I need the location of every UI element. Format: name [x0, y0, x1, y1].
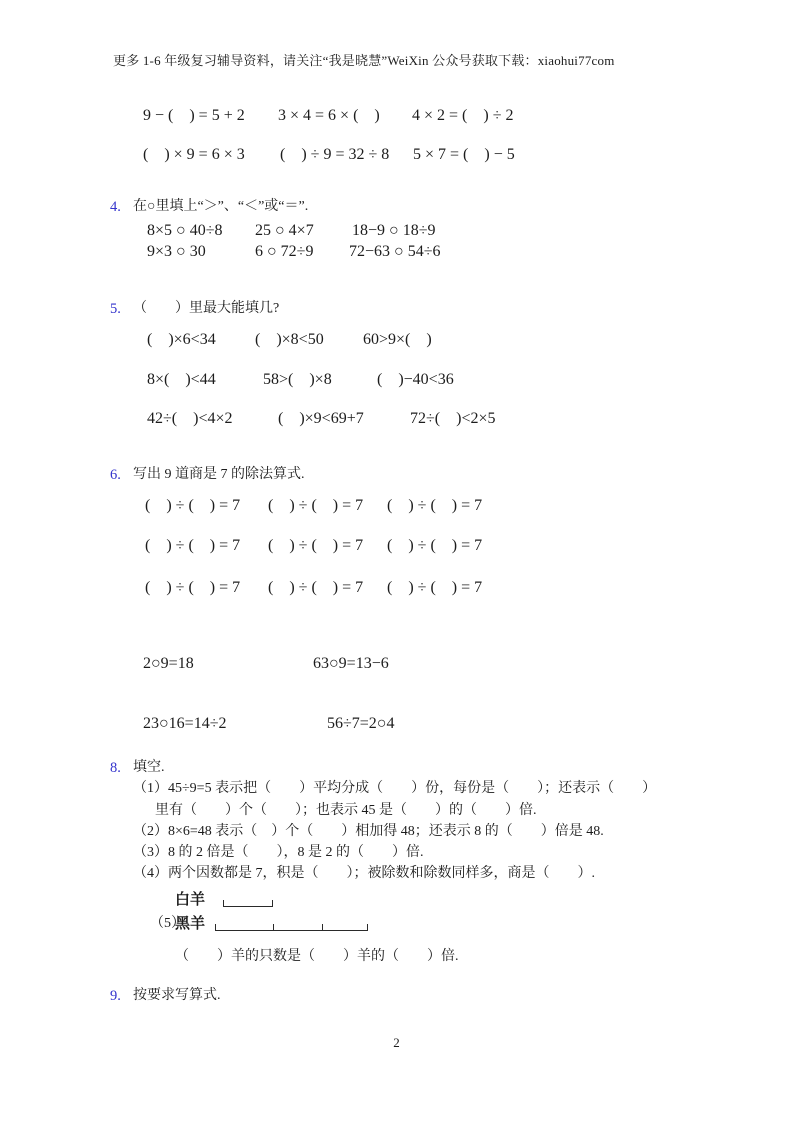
division-blank-cell: ( ) ÷ ( ) = 7 — [145, 497, 241, 514]
section-4-number: 4. — [110, 199, 121, 215]
section-8-title: 填空. — [133, 760, 165, 775]
section-8-number: 8. — [110, 760, 121, 776]
inequality-cell: 42÷( )<4×2 — [147, 410, 233, 427]
comparison-cell: 8×5 ○ 40÷8 — [147, 222, 223, 239]
segment-tick — [273, 924, 274, 930]
division-blank-cell: ( ) ÷ ( ) = 7 — [387, 497, 483, 514]
division-blank-cell: ( ) ÷ ( ) = 7 — [387, 537, 483, 554]
equation-cell: 5 × 7 = ( ) − 5 — [413, 146, 515, 163]
section-9-title: 按要求写算式. — [133, 988, 221, 1003]
division-blank-cell: ( ) ÷ ( ) = 7 — [268, 537, 364, 554]
division-blank-cell: ( ) ÷ ( ) = 7 — [145, 579, 241, 596]
comparison-cell: 6 ○ 72÷9 — [255, 243, 314, 260]
item-5-number: （5） — [150, 916, 185, 931]
division-blank-cell: ( ) ÷ ( ) = 7 — [268, 579, 364, 596]
comparison-cell: 72−63 ○ 54÷6 — [349, 243, 441, 260]
section-6-number: 6. — [110, 467, 121, 483]
black-sheep-segment-line — [215, 930, 368, 931]
circle-blank-cell: 63○9=13−6 — [313, 655, 389, 672]
equation-cell: ( ) × 9 = 6 × 3 — [143, 146, 245, 163]
inequality-cell: 72÷( )<2×5 — [410, 410, 496, 427]
inequality-cell: 60>9×( ) — [363, 331, 432, 348]
fill-blank-item-4: （4）两个因数都是 7，积是（ ）；被除数和除数同样多，商是（ ）. — [133, 866, 595, 881]
section-9-number: 9. — [110, 988, 121, 1004]
white-sheep-segment-line — [223, 906, 273, 907]
division-blank-cell: ( ) ÷ ( ) = 7 — [145, 537, 241, 554]
section-5-title: （ ）里最大能填几? — [133, 301, 280, 316]
comparison-cell: 25 ○ 4×7 — [255, 222, 314, 239]
section-6-title: 写出 9 道商是 7 的除法算式. — [133, 467, 305, 482]
comparison-cell: 9×3 ○ 30 — [147, 243, 206, 260]
inequality-cell: ( )×8<50 — [255, 331, 324, 348]
black-sheep-label: 黑羊 — [175, 915, 206, 932]
inequality-cell: ( )×6<34 — [147, 331, 216, 348]
segment-tick — [322, 924, 323, 930]
equation-cell: 9 − ( ) = 5 + 2 — [143, 107, 245, 124]
division-blank-cell: ( ) ÷ ( ) = 7 — [387, 579, 483, 596]
section-5-number: 5. — [110, 301, 121, 317]
division-blank-cell: ( ) ÷ ( ) = 7 — [268, 497, 364, 514]
circle-blank-cell: 56÷7=2○4 — [327, 715, 395, 732]
fill-blank-item-2: （2）8×6=48 表示（ ）个（ ）相加得 48；还表示 8 的（ ）倍是 48. — [133, 824, 604, 839]
fill-blank-item-3: （3）8 的 2 倍是（ ），8 是 2 的（ ）倍. — [133, 845, 424, 860]
comparison-cell: 18−9 ○ 18÷9 — [352, 222, 436, 239]
inequality-cell: ( )−40<36 — [377, 371, 454, 388]
white-sheep-label: 白羊 — [175, 891, 206, 908]
segment-tick — [215, 924, 216, 930]
fill-blank-item-1-cont: 里有（ ）个（ ）；也表示 45 是（ ）的（ ）倍. — [155, 803, 537, 818]
page-number: 2 — [393, 1035, 400, 1050]
header-note: 更多 1-6 年级复习辅导资料，请关注“我是晓慧”WeiXin 公众号获取下载：xiaohui77com — [113, 53, 615, 68]
circle-blank-cell: 23○16=14÷2 — [143, 715, 227, 732]
fill-blank-item-5-question: （ ）羊的只数是（ ）羊的（ ）倍. — [175, 949, 459, 964]
equation-cell: ( ) ÷ 9 = 32 ÷ 8 — [280, 146, 390, 163]
inequality-cell: ( )×9<69+7 — [278, 410, 364, 427]
equation-cell: 3 × 4 = 6 × ( ) — [278, 107, 380, 124]
segment-tick — [367, 924, 368, 930]
segment-tick — [272, 900, 273, 906]
circle-blank-cell: 2○9=18 — [143, 655, 194, 672]
section-4-title: 在○里填上“＞”、“＜”或“＝”. — [133, 199, 309, 214]
inequality-cell: 58>( )×8 — [263, 371, 332, 388]
equation-cell: 4 × 2 = ( ) ÷ 2 — [412, 107, 514, 124]
segment-tick — [223, 900, 224, 906]
fill-blank-item-1: （1）45÷9=5 表示把（ ）平均分成（ ）份，每份是（ ）；还表示（ ） — [133, 781, 657, 796]
inequality-cell: 8×( )<44 — [147, 371, 216, 388]
